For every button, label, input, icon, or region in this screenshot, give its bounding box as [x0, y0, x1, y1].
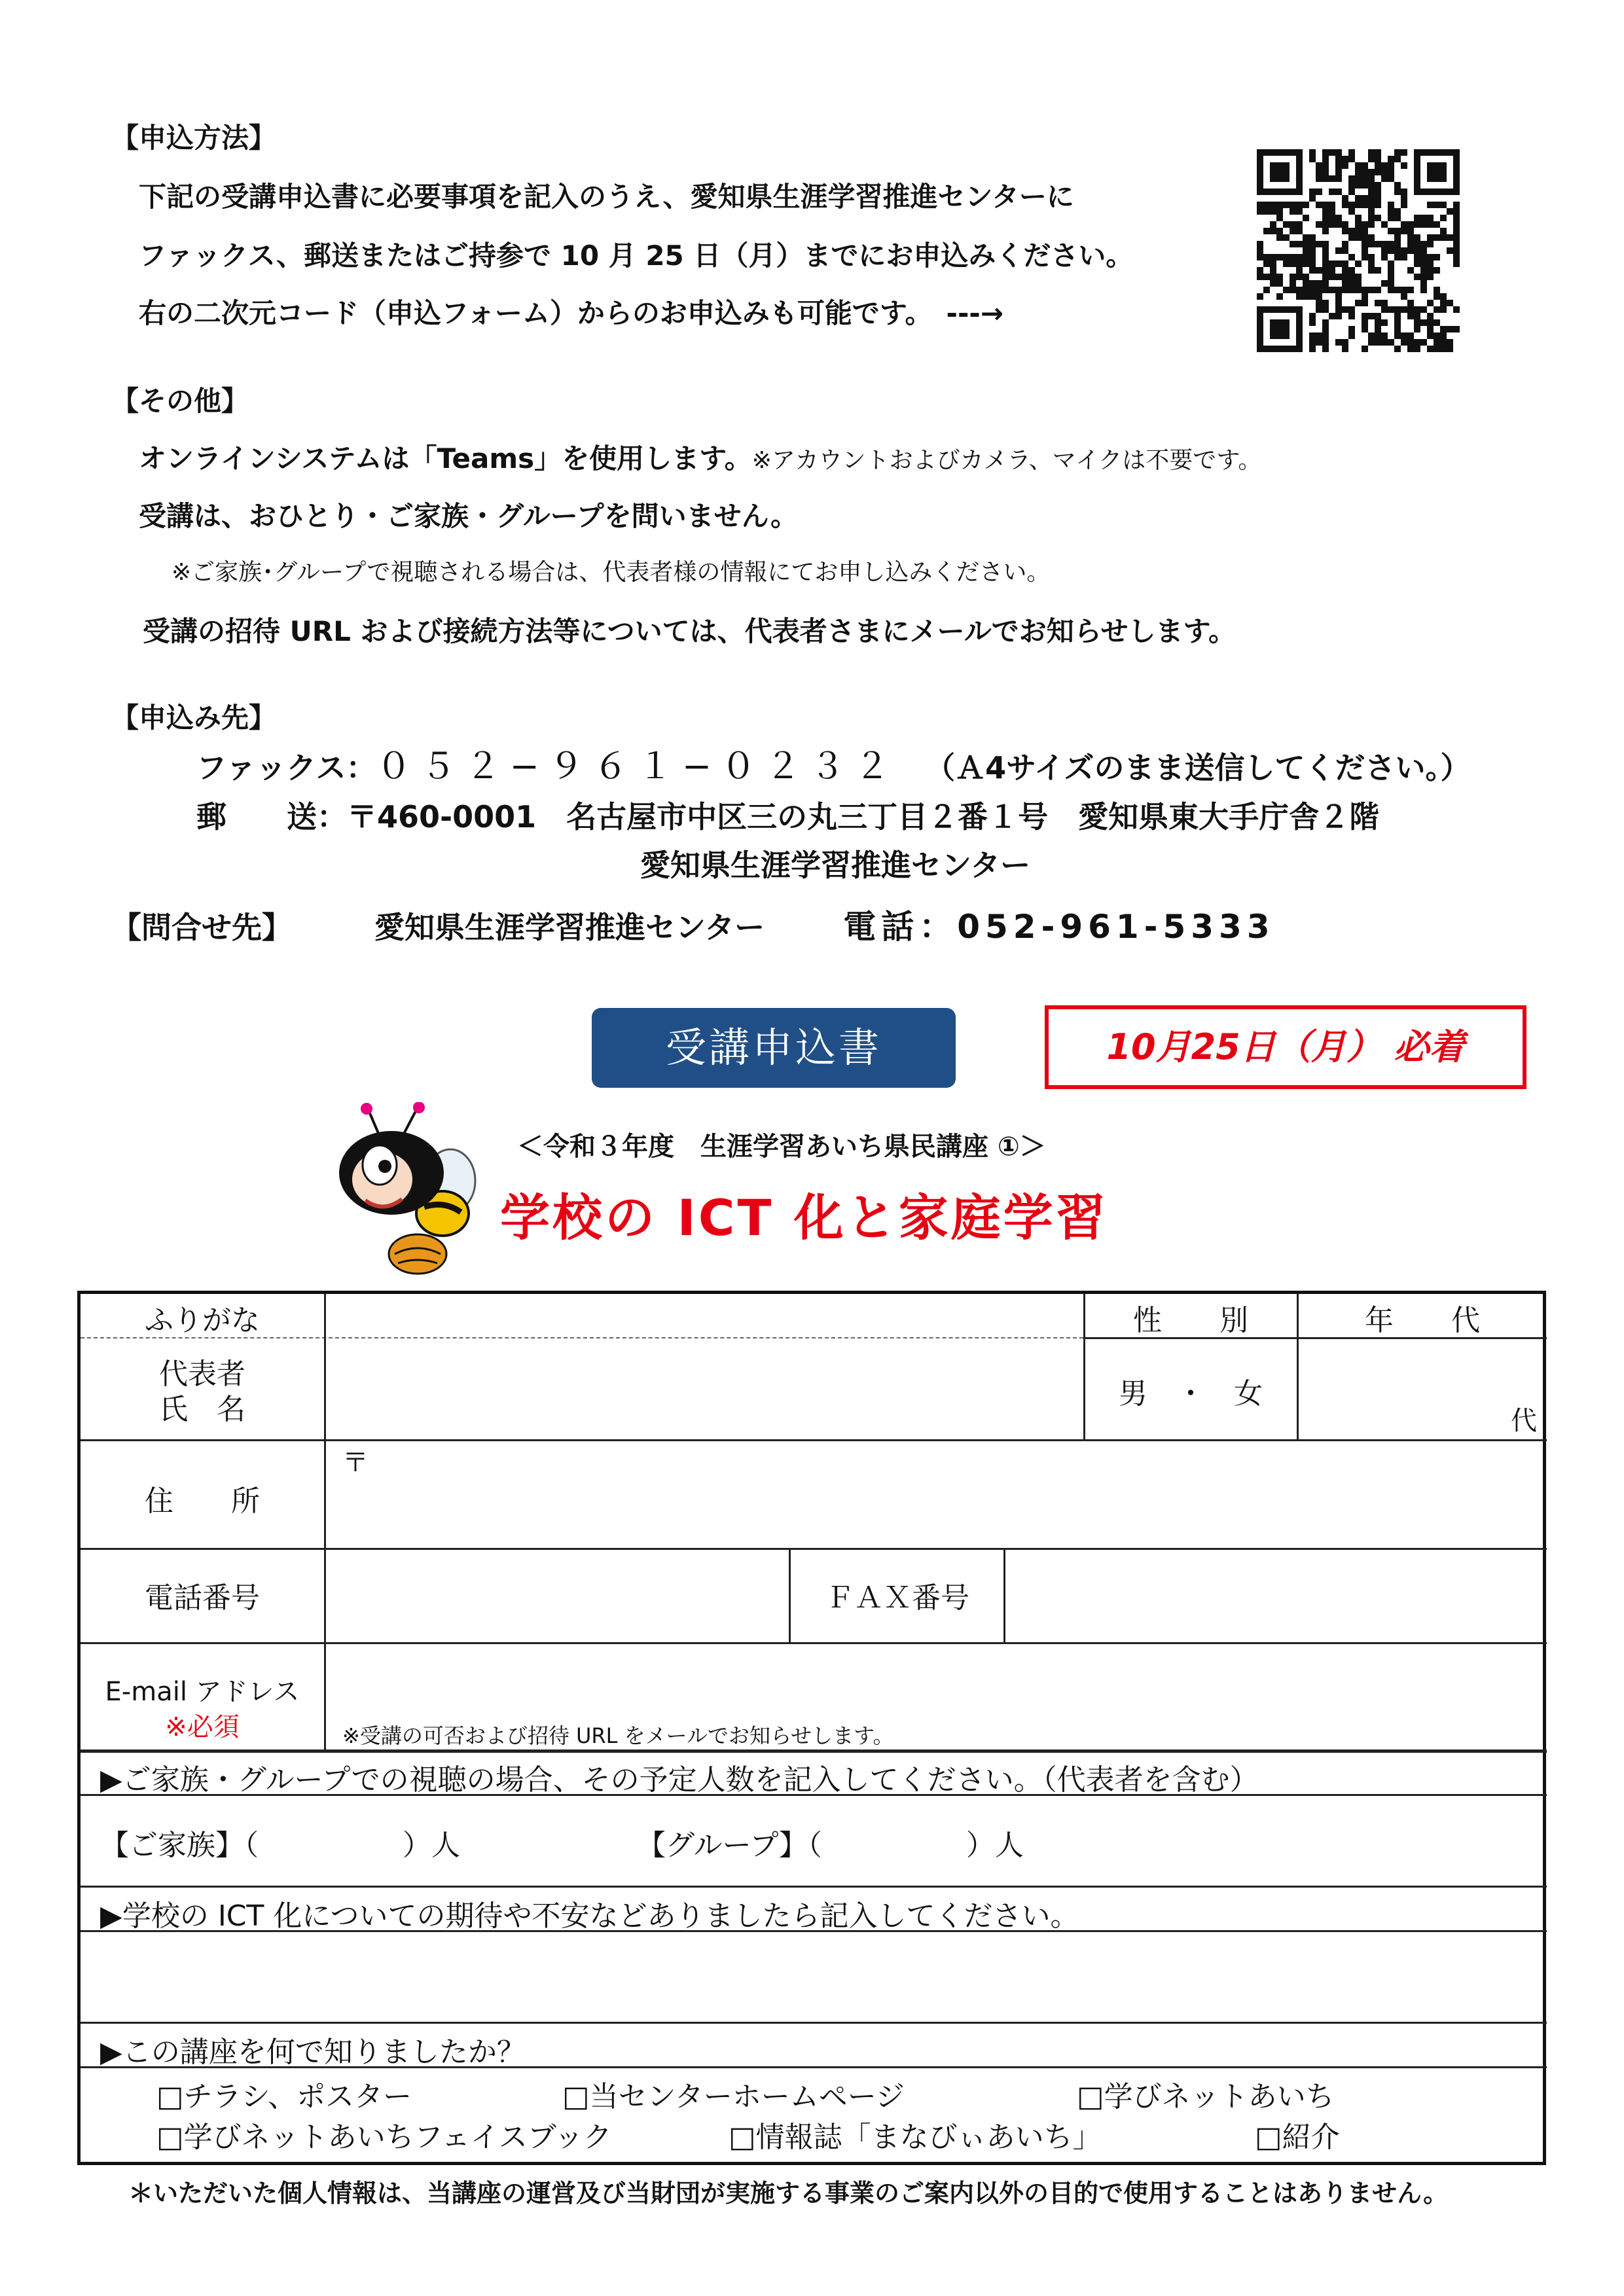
- inquiry-org: 愛知県生涯学習推進センター: [374, 910, 765, 945]
- mail-org: 愛知県生涯学習推進センター: [640, 848, 1031, 883]
- family-count[interactable]: 【ご家族】（ ）人: [100, 1829, 460, 1862]
- option-manabi-net[interactable]: □学びネットあいち: [1077, 2080, 1335, 2113]
- privacy-footnote: ＊いただいた個人情報は、当講座の運営及び当財団が実施する事業のご案内以外の目的で使用することはありません。: [128, 2179, 1449, 2208]
- teams-text: オンラインシステムは「Teams」を使用します。: [139, 442, 752, 475]
- option-magazine[interactable]: □情報誌「まなびぃあいち」: [729, 2121, 1102, 2154]
- method-line-2: ファックス、郵送またはご持参で 10 月 25 日（月）までにお申込みください。: [139, 240, 1134, 272]
- address-label: 住 所: [145, 1484, 260, 1518]
- fax-input[interactable]: [1006, 1551, 1545, 1641]
- mail-row: [196, 793, 1379, 836]
- deadline-box: 10月25日（月） 必着: [1045, 1005, 1526, 1089]
- fax-number: ０５２−９６１−０２３２: [376, 745, 899, 787]
- age-unit: 代: [1511, 1406, 1537, 1436]
- fax-label: ファックス：: [196, 750, 376, 785]
- mail-address: 〒460-0001 名古屋市中区三の丸三丁目２番１号 愛知県東大手庁舎２階: [347, 799, 1380, 834]
- bee-mascot-icon: [319, 1102, 483, 1279]
- method-line-3: 右の二次元コード（申込フォーム）からのお申込みも可能です。 ---→: [139, 297, 1004, 329]
- mail-label: 郵 送：: [196, 799, 347, 834]
- furigana-input[interactable]: [327, 1294, 1082, 1336]
- group-count[interactable]: 【グループ】（ ）人: [637, 1829, 1024, 1862]
- question-ict: ▶学校の ICT 化についての期待や不安などありましたら記入してください。: [100, 1899, 1079, 1933]
- fax-note: （Ａ4サイズのまま送信してください。）: [925, 750, 1471, 785]
- name-label-line-1: 代表者: [159, 1357, 245, 1391]
- teams-note: ※アカウントおよびカメラ、マイクは不要です。: [751, 447, 1262, 474]
- tel-label: 電話番号: [145, 1581, 260, 1615]
- option-homepage[interactable]: □当センターホームページ: [562, 2080, 905, 2113]
- email-required: ※必須: [165, 1712, 240, 1742]
- fax-field-label: ＦＡＸ番号: [825, 1581, 969, 1615]
- name-input[interactable]: [327, 1340, 1082, 1438]
- sex-options[interactable]: 男 ・ 女: [1119, 1377, 1263, 1410]
- email-label: E-mail アドレス: [105, 1677, 300, 1707]
- inquiry-heading: 【問合せ先】: [111, 910, 292, 945]
- main-title: 学校の ICT 化と家庭学習: [500, 1189, 1108, 1247]
- age-label: 年 代: [1365, 1304, 1480, 1337]
- furigana-label: ふりがな: [145, 1304, 260, 1337]
- option-referral[interactable]: □紹介: [1255, 2121, 1340, 2154]
- application-form-badge: 受講申込書: [592, 1008, 956, 1088]
- sex-label: 性 別: [1133, 1304, 1248, 1337]
- ict-comment-input[interactable]: [81, 1933, 1547, 2020]
- other-line-4: 受講の招待 URL および接続方法等については、代表者さまにメールでお知らせします。: [143, 615, 1236, 647]
- email-note: ※受講の可否および招待 URL をメールでお知らせします。: [342, 1723, 894, 1748]
- method-heading: 【申込方法】: [111, 122, 277, 154]
- inquiry-row: [111, 901, 1275, 948]
- inquiry-tel: 電話：052-961-5333: [843, 908, 1275, 946]
- question-family-group: ▶ご家族・グループでの視聴の場合、その予定人数を記入してください。（代表者を含む）: [100, 1763, 1259, 1797]
- contact-heading: 【申込み先】: [111, 702, 277, 734]
- tel-input[interactable]: [327, 1551, 787, 1641]
- qr-code-icon[interactable]: [1257, 149, 1460, 352]
- name-label: [81, 1357, 324, 1427]
- fax-row: [196, 738, 1470, 789]
- address-input[interactable]: [327, 1442, 1545, 1547]
- subtitle: ＜令和３年度 生涯学習あいち県民講座 ①＞: [517, 1132, 1046, 1162]
- other-heading: 【その他】: [111, 385, 249, 417]
- postal-mark: 〒: [342, 1448, 369, 1478]
- other-line-2: 受講は、おひとり・ご家族・グループを問いません。: [139, 500, 799, 532]
- other-line-3: ※ご家族･グループで視聴される場合は、代表者様の情報にてお申し込みください。: [171, 559, 1051, 586]
- name-label-line-2: 氏 名: [159, 1393, 245, 1426]
- method-line-1: 下記の受講申込書に必要事項を記入のうえ、愛知県生涯学習推進センターに: [139, 181, 1074, 213]
- other-line-1: [139, 437, 1261, 476]
- question-source: ▶この講座を何で知りましたか？: [100, 2036, 526, 2069]
- application-form-table: [77, 1291, 1546, 2165]
- option-facebook[interactable]: □学びネットあいちフェイスブック: [156, 2121, 612, 2154]
- option-flyer[interactable]: □チラシ、ポスター: [156, 2080, 412, 2113]
